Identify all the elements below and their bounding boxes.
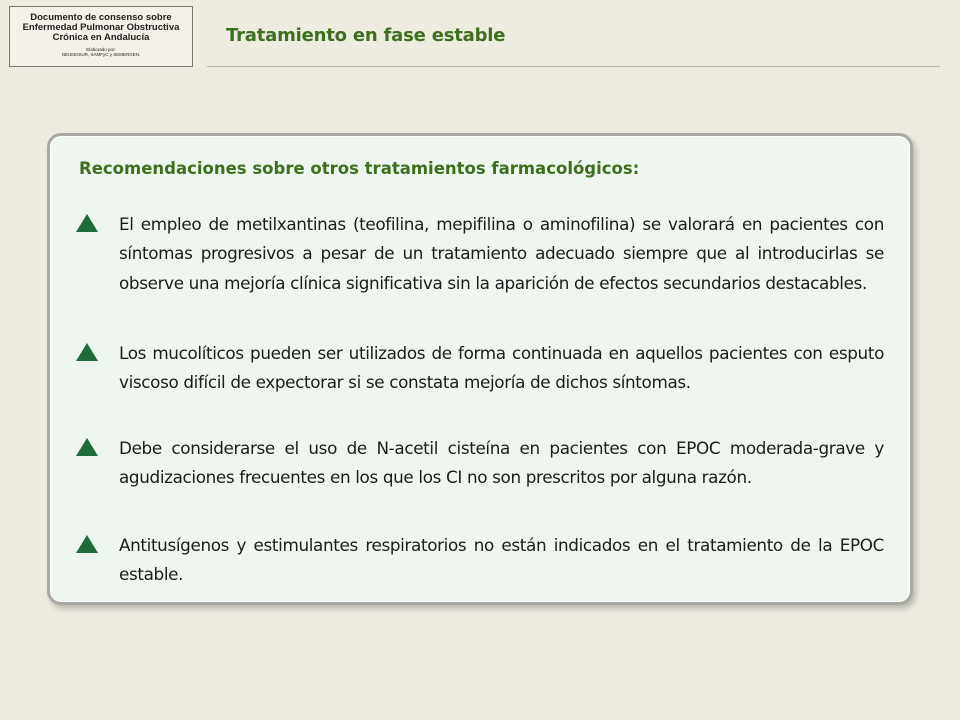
list-item-text: Los mucolíticos pueden ser utilizados de forma continuada en aquellos pacientes con esputo viscoso difícil de expectorar si se constata mejoría de dichos síntomas. (119, 343, 884, 393)
logo-line-2: Enfermedad Pulmonar Obstructiva (22, 22, 180, 33)
triangle-bullet-icon (76, 438, 98, 456)
triangle-bullet-icon (76, 343, 98, 361)
list-item (76, 210, 884, 298)
list-item-text: Antitusígenos y estimulantes respiratorios no están indicados en el tratamiento de la EPOC estable. (119, 535, 884, 585)
header-divider (207, 66, 940, 67)
logo-credit-label: Elaborado por: (86, 47, 116, 52)
logo-line-1: Documento de consenso sobre (30, 12, 172, 23)
document-logo (9, 6, 193, 67)
list-item-text: Debe considerarse el uso de N-acetil cisteína en pacientes con EPOC moderada-grave y agudizaciones frecuentes en los que los CI no son prescritos por alguna razón. (119, 438, 884, 488)
logo-credit-orgs: NEUMOSUR, SAMFyC y SEMERGEN. (61, 52, 141, 57)
triangle-bullet-icon (76, 214, 98, 232)
card-title: Recomendaciones sobre otros tratamientos farmacológicos: (79, 159, 640, 178)
list-item (76, 339, 884, 398)
triangle-bullet-icon (76, 535, 98, 553)
page-title: Tratamiento en fase estable (226, 25, 506, 46)
list-item (76, 531, 884, 590)
logo-line-3: Crónica en Andalucía (52, 32, 150, 43)
list-item (76, 434, 884, 493)
list-item-text: El empleo de metilxantinas (teofilina, mepifilina o aminofilina) se valorará en pacientes con síntomas progresivos a pesar de un tratamiento adecuado siempre que al introducirlas se observe una mejoría clínica significativa sin la aparición de efectos secundarios destacables. (119, 214, 884, 293)
